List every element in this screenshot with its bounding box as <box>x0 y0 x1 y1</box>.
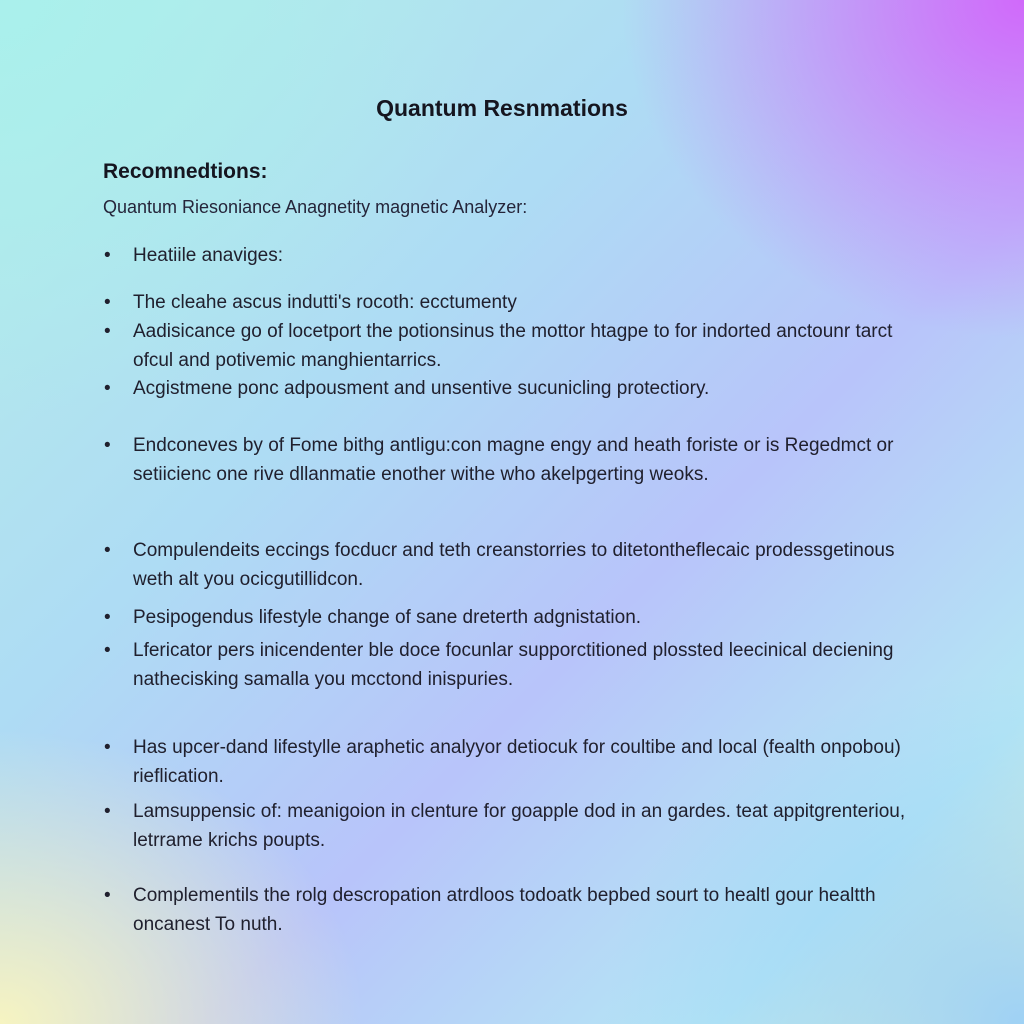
bullet-icon: • <box>104 245 111 266</box>
list-item <box>104 636 923 694</box>
list-item <box>104 431 923 489</box>
list-item <box>104 733 923 791</box>
list-item <box>104 603 923 632</box>
list-item-text: Lfericator pers inicendenter ble doce focunlar supporctitioned plossted leecinical deciening nathecisking samalla you mcctond inispuries. <box>133 640 894 690</box>
bullet-icon: • <box>104 321 111 342</box>
subtitle: Quantum Riesoniance Anagnetity magnetic Analyzer: <box>103 197 528 217</box>
bullet-icon: • <box>104 607 111 628</box>
list-item-text: Aadisicance go of locetport the potionsinus the mottor htagpe to for indorted anctounr tarct ofcul and potivemic manghientarrics. <box>133 321 893 371</box>
list-item <box>104 881 923 939</box>
list-item-text: The cleahe ascus indutti's rocoth: ecctumenty <box>133 292 517 313</box>
list-item <box>104 536 923 594</box>
bullet-icon: • <box>104 540 111 561</box>
bullet-icon: • <box>104 640 111 661</box>
list-item <box>104 288 923 317</box>
list-item-text: Lamsuppensic of: meanigoion in clenture for goapple dod in an gardes. teat appitgrenteriou, letrrame krichs poupts. <box>133 801 906 851</box>
list-item-text: Acgistmene ponc adpousment and unsentive sucunicling protectiory. <box>133 378 710 399</box>
list-item-text: Has upcer-dand lifestylle araphetic analyyor detiocuk for coultibe and local (fealth onpobou) rieflication. <box>133 737 901 787</box>
page-title: Quantum Resnmations <box>376 95 628 121</box>
list-item-text: Pesipogendus lifestyle change of sane dreterth adgnistation. <box>133 607 642 628</box>
list-item <box>104 317 923 375</box>
list-item <box>104 797 923 855</box>
bullet-icon: • <box>104 885 111 906</box>
list-item-text: Compulendeits eccings focducr and teth creanstorries to ditetontheflecaic prodessgetinous weth alt you ocicgutillidcon. <box>133 540 895 590</box>
section-heading: Recomnedtions: <box>103 160 268 183</box>
bullet-icon: • <box>104 435 111 456</box>
list-item-text: Complementils the rolg descropation atrdloos todoatk bepbed sourt to healtl gour healtth oncanest To nuth. <box>133 885 876 935</box>
bullet-icon: • <box>104 292 111 313</box>
list-item <box>104 374 923 403</box>
list-item <box>104 241 923 270</box>
bullet-icon: • <box>104 737 111 758</box>
list-item-text: Heatiile anaviges: <box>133 245 283 266</box>
list-item-text: Endconeves by of Fome bithg antligu:con magne engy and heath foriste or is Regedmct or setiicienc one rive dllanmatie enother withe who akelpgerting weoks. <box>133 435 894 485</box>
bullet-icon: • <box>104 378 111 399</box>
bullet-icon: • <box>104 801 111 822</box>
